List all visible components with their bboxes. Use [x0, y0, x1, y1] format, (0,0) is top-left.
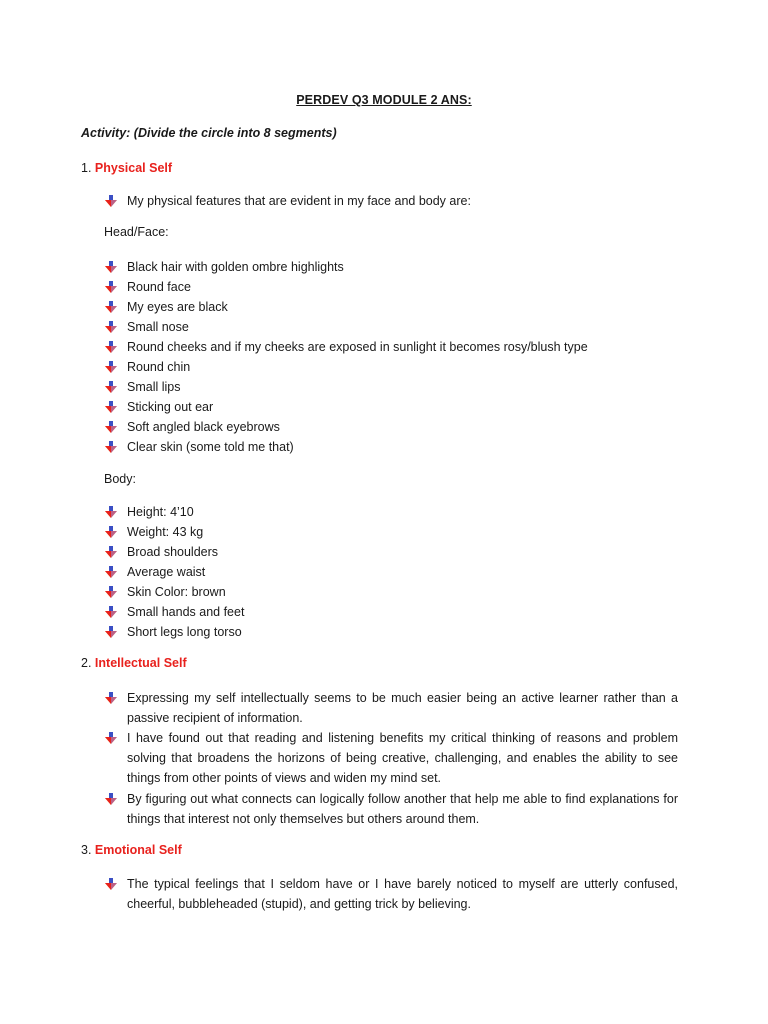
arrow-bullet-icon: [104, 545, 118, 559]
section-heading-emotional: [81, 843, 182, 857]
section-heading-physical: [81, 161, 172, 175]
list-item: My physical features that are evident in my face and body are:: [104, 191, 678, 211]
list-item: Height: 4’10: [104, 502, 678, 522]
list-item: Expressing my self intellectually seems to be much easier being an active learner rather than a passive recipient of information.: [104, 688, 678, 728]
section-heading-intellectual: [81, 656, 187, 670]
list-item: Average waist: [104, 562, 678, 582]
section-name: Intellectual Self: [94, 656, 187, 670]
section-number: 3.: [81, 843, 92, 857]
arrow-bullet-icon: [104, 792, 118, 806]
arrow-bullet-icon: [104, 877, 118, 891]
list-item: Round chin: [104, 357, 678, 377]
list-item: By figuring out what connects can logically follow another that help me able to find explanations for things that interest not only themselves but others around them.: [104, 789, 678, 829]
arrow-bullet-icon: [104, 280, 118, 294]
section-number: 1.: [81, 161, 92, 175]
arrow-bullet-icon: [104, 731, 118, 745]
arrow-bullet-icon: [104, 585, 118, 599]
arrow-bullet-icon: [104, 605, 118, 619]
list-item: I have found out that reading and listening benefits my critical thinking of reasons and problem solving that broadens the horizons of being creative, challenging, and enables the ability to see things from other points of views and widen my mind set.: [104, 728, 678, 788]
list-item: Clear skin (some told me that): [104, 437, 678, 457]
arrow-bullet-icon: [104, 625, 118, 639]
list-item: The typical feelings that I seldom have or I have barely noticed to myself are utterly confused, cheerful, bubbleheaded (stupid), and getting trick by believing.: [104, 874, 678, 914]
list-item: Small nose: [104, 317, 678, 337]
arrow-bullet-icon: [104, 260, 118, 274]
section-name: Emotional Self: [94, 843, 182, 857]
activity-heading: Activity: (Divide the circle into 8 segments): [81, 126, 337, 140]
arrow-bullet-icon: [104, 525, 118, 539]
document-title: PERDEV Q3 MODULE 2 ANS:: [296, 93, 472, 107]
list-item: Round face: [104, 277, 678, 297]
list-item: Soft angled black eyebrows: [104, 417, 678, 437]
list-item: Weight: 43 kg: [104, 522, 678, 542]
list-item: Small lips: [104, 377, 678, 397]
arrow-bullet-icon: [104, 440, 118, 454]
arrow-bullet-icon: [104, 360, 118, 374]
arrow-bullet-icon: [104, 320, 118, 334]
list-item: Broad shoulders: [104, 542, 678, 562]
arrow-bullet-icon: [104, 194, 118, 208]
list-item: My eyes are black: [104, 297, 678, 317]
arrow-bullet-icon: [104, 691, 118, 705]
section-name: Physical Self: [94, 161, 173, 175]
arrow-bullet-icon: [104, 380, 118, 394]
head-face-label: Head/Face:: [104, 225, 169, 239]
list-item: Black hair with golden ombre highlights: [104, 257, 678, 277]
list-item: Round cheeks and if my cheeks are exposed in sunlight it becomes rosy/blush type: [104, 337, 678, 357]
list-item: Short legs long torso: [104, 622, 678, 642]
arrow-bullet-icon: [104, 340, 118, 354]
list-item: Small hands and feet: [104, 602, 678, 622]
list-item: Sticking out ear: [104, 397, 678, 417]
body-label: Body:: [104, 472, 136, 486]
arrow-bullet-icon: [104, 400, 118, 414]
list-item: Skin Color: brown: [104, 582, 678, 602]
arrow-bullet-icon: [104, 300, 118, 314]
section-number: 2.: [81, 656, 92, 670]
arrow-bullet-icon: [104, 420, 118, 434]
arrow-bullet-icon: [104, 565, 118, 579]
arrow-bullet-icon: [104, 505, 118, 519]
